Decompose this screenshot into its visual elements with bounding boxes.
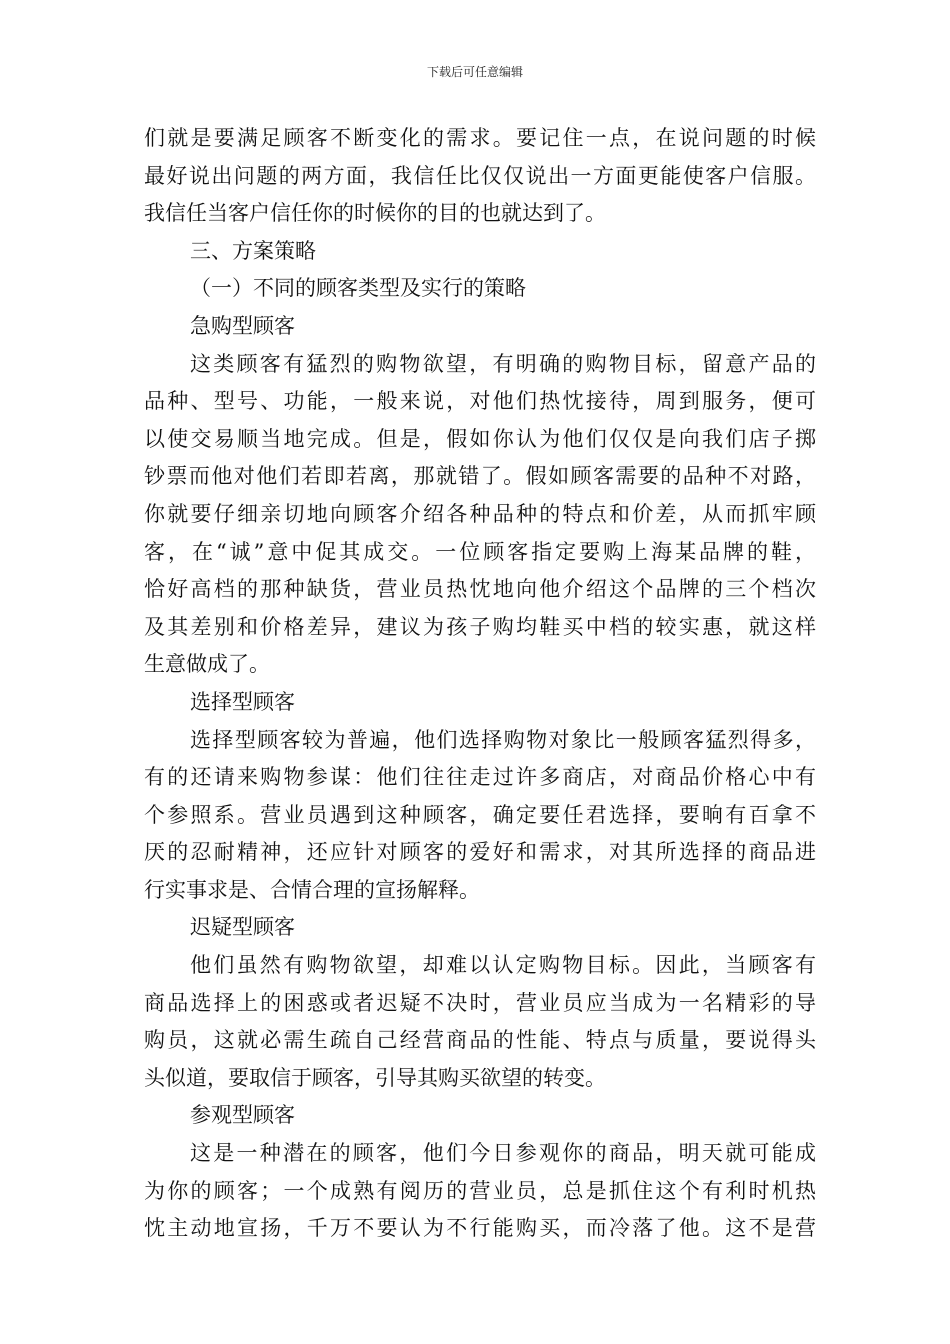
body-line: 客，在“诚”意中促其成交。一位顾客指定要购上海某品牌的鞋，: [144, 539, 816, 564]
body-line: 这是一种潜在的顾客，他们今日参观你的商品，明天就可能成: [190, 1141, 816, 1166]
customer-type-heading: 迟疑型顾客: [190, 915, 295, 940]
body-line: 厌的忍耐精神，还应针对顾客的爱好和需求，对其所选择的商品进: [144, 840, 816, 865]
section-heading: 三、方案策略: [190, 238, 316, 263]
body-line: 这类顾客有猛烈的购物欲望，有明确的购物目标，留意产品的: [190, 351, 816, 376]
body-line: 及其差别和价格差异，建议为孩子购均鞋买中档的较实惠，就这样: [144, 614, 816, 639]
body-line: 行实事求是、合情合理的宣扬解释。: [144, 877, 480, 902]
body-line: 以使交易顺当地完成。但是，假如你认为他们仅仅是向我们店子掷: [144, 426, 816, 451]
subsection-heading: （一）不同的顾客类型及实行的策略: [190, 276, 526, 301]
customer-type-heading: 选择型顾客: [190, 689, 295, 714]
body-line: 品种、型号、功能，一般来说，对他们热忱接待，周到服务，便可: [144, 389, 816, 414]
body-line: 有的还请来购物参谋：他们往往走过许多商店，对商品价格心中有: [144, 765, 816, 790]
body-line: 选择型顾客较为普遍，他们选择购物对象比一般顾客猛烈得多，: [190, 727, 816, 752]
body-line: 他们虽然有购物欲望，却难以认定购物目标。因此，当顾客有: [190, 953, 816, 978]
body-line: 我信任当客户信任你的时候你的目的也就达到了。: [144, 201, 606, 226]
body-line: 为你的顾客；一个成熟有阅历的营业员，总是抓住这个有利时机热: [144, 1178, 816, 1203]
body-line: 最好说出问题的两方面，我信任比仅仅说出一方面更能使客户信服。: [144, 163, 816, 188]
body-line: 们就是要满足顾客不断变化的需求。要记住一点，在说问题的时候: [144, 126, 816, 150]
body-line: 钞票而他对他们若即若离，那就错了。假如顾客需要的品种不对路，: [144, 464, 816, 489]
customer-type-heading: 参观型顾客: [190, 1103, 295, 1128]
page-header: 下载后可任意编辑: [426, 65, 523, 79]
body-line: 购员，这就必需生疏自己经营商品的性能、特点与质量，要说得头: [144, 1028, 816, 1053]
document-body: [144, 120, 816, 1248]
body-line: 头似道，要取信于顾客，引导其购买欲望的转变。: [144, 1065, 606, 1090]
body-line: 你就要仔细亲切地向顾客介绍各种品种的特点和价差，从而抓牢顾: [144, 501, 816, 526]
body-line: 恰好高档的那种缺货，营业员热忱地向他介绍这个品牌的三个档次: [144, 577, 816, 602]
body-line: 个参照系。营业员遇到这种顾客，确定要任君选择，要晌有百拿不: [144, 802, 816, 827]
body-line: 生意做成了。: [144, 652, 270, 677]
body-line: 忱主动地宣扬，千万不要认为不行能购买，而冷落了他。这不是营: [144, 1216, 816, 1241]
customer-type-heading: 急购型顾客: [190, 313, 295, 338]
body-line: 商品选择上的困惑或者迟疑不决时，营业员应当成为一名精彩的导: [144, 990, 816, 1015]
